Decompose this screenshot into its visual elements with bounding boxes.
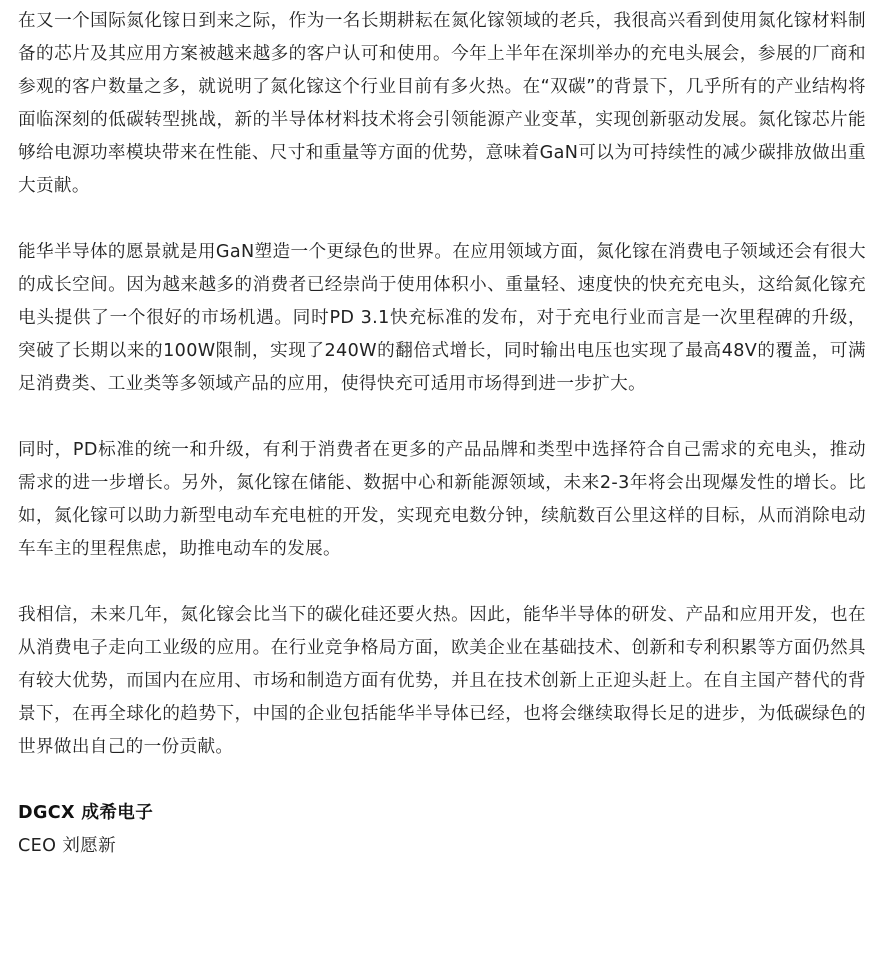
paragraph-outlook: 我相信，未来几年，氮化镓会比当下的碳化硅还要火热。因此，能华半导体的研发、产品和应用开发，也在从消费电子走向工业级的应用。在行业竞争格局方面，欧美企业在基础技术、创新和专利积累等方面仍然具有较大优势，而国内在应用、市场和制造方面有优势，并且在技术创新上正迎头赶上。在自主国产替代的背景下，在再全球化的趋势下，中国的企业包括能华半导体已经，也将会继续取得长足的进步，为低碳绿色的世界做出自己的一份贡献。 (18, 605, 866, 757)
paragraph-pd-standard: 同时，PD标准的统一和升级，有利于消费者在更多的产品品牌和类型中选择符合自己需求的充电头，推动需求的进一步增长。另外，氮化镓在储能、数据中心和新能源领域，未来2-3年将会出现爆发性的增长。比如，氮化镓可以助力新型电动车充电桩的开发，实现充电数分钟，续航数百公里这样的目标，从而消除电动车车主的里程焦虑，助推电动车的发展。 (18, 440, 866, 559)
signature-company: DGCX 成希电子 (18, 803, 154, 823)
paragraph-vision: 能华半导体的愿景就是用GaN塑造一个更绿色的世界。在应用领域方面，氮化镓在消费电子领域还会有很大的成长空间。因为越来越多的消费者已经崇尚于使用体积小、重量轻、速度快的快充充电头，这给氮化镓充电头提供了一个很好的市场机遇。同时PD 3.1快充标准的发布，对于充电行业而言是一次里程碑的升级，突破了长期以来的100W限制，实现了240W的翻倍式增长，同时输出电压也实现了最高48V的覆盖，可满足消费类、工业类等多领域产品的应用，使得快充可适用市场得到进一步扩大。 (18, 242, 866, 394)
paragraph-intro: 在又一个国际氮化镓日到来之际，作为一名长期耕耘在氮化镓领域的老兵，我很高兴看到使用氮化镓材料制备的芯片及其应用方案被越来越多的客户认可和使用。今年上半年在深圳举办的充电头展会，参展的厂商和参观的客户数量之多，就说明了氮化镓这个行业目前有多火热。在“双碳”的背景下，几乎所有的产业结构将面临深刻的低碳转型挑战，新的半导体材料技术将会引领能源产业变革，实现创新驱动发展。氮化镓芯片能够给电源功率模块带来在性能、尺寸和重量等方面的优势，意味着GaN可以为可持续性的减少碳排放做出重大贡献。 (18, 11, 866, 196)
signature (18, 797, 866, 863)
signature-role: CEO 刘愿新 (18, 836, 117, 856)
article-body (18, 5, 866, 863)
